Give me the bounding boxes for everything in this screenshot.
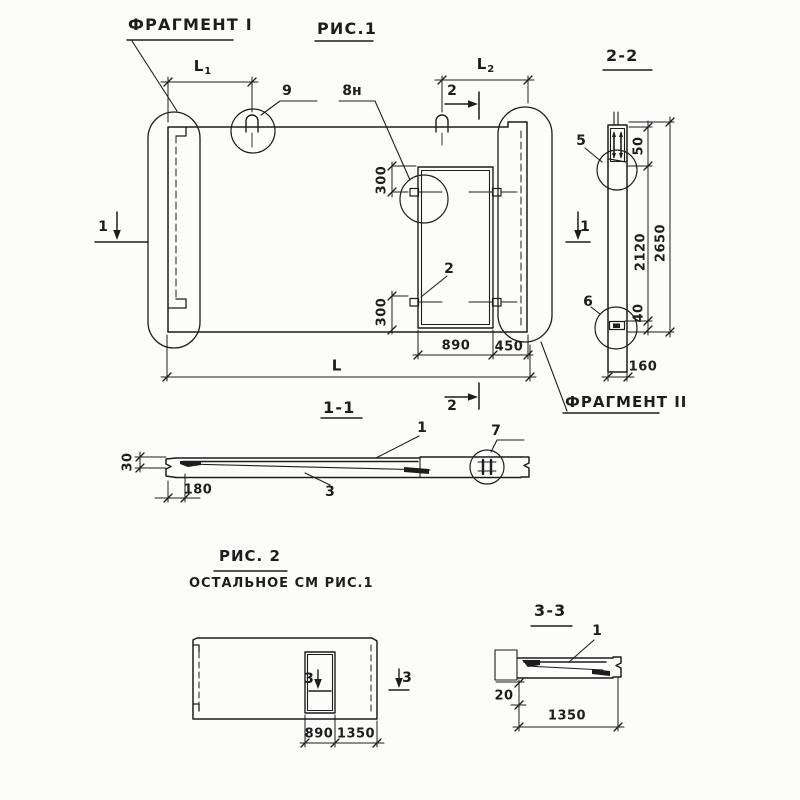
sec22-title: 2-2 xyxy=(606,46,639,65)
fragment-callout-capsules xyxy=(148,107,552,348)
dim-L1-base: L xyxy=(193,57,205,75)
cut-mark-2-top: 2 xyxy=(447,83,457,99)
dim-180: 180 xyxy=(183,482,213,498)
dim-40: 40 xyxy=(631,303,647,323)
title-underlines xyxy=(127,40,659,626)
fragment-1-label: ФРАГМЕНТ I xyxy=(128,15,253,34)
position-label-5: 5 xyxy=(576,133,586,149)
position-label-8n: 8н xyxy=(342,83,362,99)
cut-mark-1-main: 1 xyxy=(98,219,108,235)
fragment-2-label: ФРАГМЕНТ II xyxy=(565,393,688,411)
fig1-title: РИС.1 xyxy=(317,19,378,38)
sec33-dim-1350: 1350 xyxy=(547,708,587,724)
dim-2120: 2120 xyxy=(633,232,649,272)
dim-890: 890 xyxy=(441,338,471,354)
pos2-leader xyxy=(421,276,447,297)
dim-300-top: 300 xyxy=(374,165,390,195)
sec11-slab xyxy=(166,450,529,484)
dim-30: 30 xyxy=(120,452,136,472)
fig1-panel-outline xyxy=(168,122,527,332)
pos9-leader xyxy=(261,101,317,115)
dim-50: 50 xyxy=(631,136,647,156)
sec33-slab xyxy=(495,650,621,680)
dim-L2 xyxy=(477,57,496,75)
fig1-section-cut-marks xyxy=(95,92,590,409)
position-label-6: 6 xyxy=(583,294,593,310)
position-label-2: 2 xyxy=(444,261,454,277)
detail-circle-7 xyxy=(470,450,504,484)
fig2-panel xyxy=(193,638,377,719)
cut-mark-2-bottom: 2 xyxy=(447,398,457,414)
sec33-title: 3-3 xyxy=(534,601,567,620)
dim-160: 160 xyxy=(628,359,658,375)
position-label-7: 7 xyxy=(491,423,501,439)
fragment-2-capsule xyxy=(498,107,552,342)
fig2-section-cut-marks xyxy=(309,669,409,691)
dim-L2-base: L xyxy=(476,55,488,73)
detail-circle-8n xyxy=(400,175,448,223)
fig2-note: ОСТАЛЬНОЕ СМ РИС.1 xyxy=(189,576,374,591)
dim-450: 450 xyxy=(494,339,524,355)
fig2-dim-890: 890 xyxy=(304,726,334,742)
detail-circle-5 xyxy=(597,150,637,190)
fig2-title: РИС. 2 xyxy=(219,547,281,565)
dim-2650: 2650 xyxy=(653,223,669,263)
dim-20: 20 xyxy=(494,688,514,704)
fig1-dimensions xyxy=(161,76,536,381)
pos1-leader xyxy=(376,436,419,458)
fig1-opening xyxy=(410,167,517,328)
dim-L1-sub: 1 xyxy=(204,66,213,77)
position-label-9: 9 xyxy=(282,83,292,99)
cut-mark-3-inner: 3 xyxy=(304,671,314,687)
pos5-leader xyxy=(585,148,602,162)
sec11-title: 1-1 xyxy=(323,398,356,417)
cut-mark-3-outer: 3 xyxy=(402,670,412,686)
dim-L2-sub: 2 xyxy=(487,64,496,75)
lifting-loops xyxy=(246,115,448,147)
cut-mark-1-sec22: 1 xyxy=(580,219,590,235)
position-label-1-sec33: 1 xyxy=(592,623,602,639)
fragment-1-leader xyxy=(132,41,177,111)
fragment-2-leader xyxy=(541,342,567,411)
fig2-dim-1350: 1350 xyxy=(336,726,376,742)
dim-300-bottom: 300 xyxy=(374,297,390,327)
position-label-3: 3 xyxy=(325,484,335,500)
dim-L1 xyxy=(194,59,213,77)
pos7-leader xyxy=(491,440,524,452)
position-label-1-sec11: 1 xyxy=(417,420,427,436)
fragment-1-capsule xyxy=(148,112,200,348)
dim-L: L xyxy=(331,356,343,375)
